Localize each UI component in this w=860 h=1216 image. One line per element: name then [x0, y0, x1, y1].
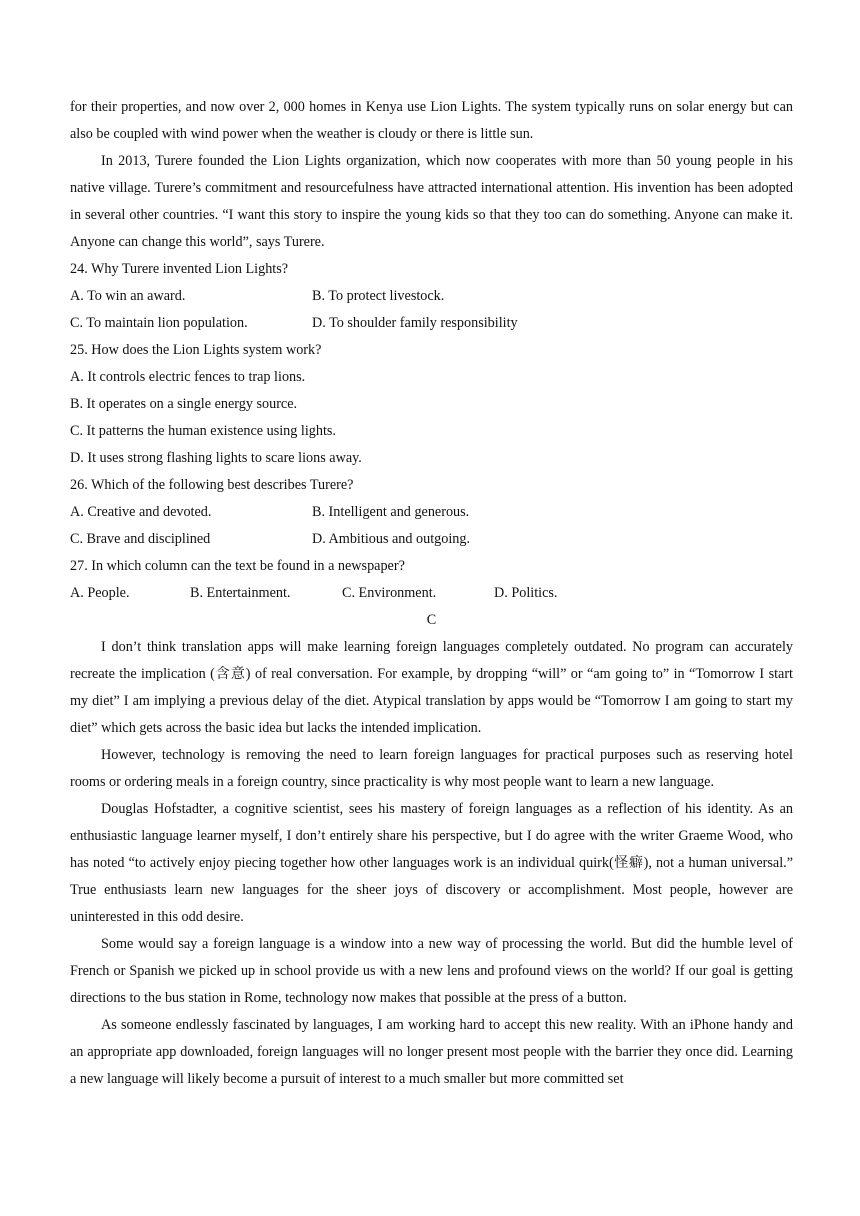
document-page — [70, 94, 793, 1093]
question-24-stem: 24. Why Turere invented Lion Lights? — [70, 261, 289, 277]
question-24-options — [70, 310, 793, 337]
passage-paragraph: Some would say a foreign language is a window into a new way of processing the world. But did the humble level of French or Spanish we picked up in school provide us with a new lens and profound views on the world? If our goal is getting directions to the bus station in Rome, technology now makes that possible at the press of a button. — [70, 936, 793, 1006]
option-a: A. To win an award. — [70, 288, 186, 304]
option-c: C. It patterns the human existence using lights. — [70, 423, 336, 439]
option-c: C. Brave and disciplined — [70, 531, 211, 547]
question-27-stem: 27. In which column can the text be found in a newspaper? — [70, 558, 405, 574]
option-b: B. Entertainment. — [190, 585, 291, 601]
option-b: B. Intelligent and generous. — [312, 504, 470, 520]
option-d: D. Politics. — [494, 585, 558, 601]
option-d: D. It uses strong flashing lights to scare lions away. — [70, 450, 362, 466]
section-heading: C — [426, 612, 437, 628]
question-26-options — [70, 499, 793, 526]
passage-paragraph: As someone endlessly fascinated by languages, I am working hard to accept this new reality. With an iPhone handy and an appropriate app downloaded, foreign languages will no longer present most people with the barrier they once did. Learning a new language will likely become a pursuit of interest to a much smaller but more committed set — [70, 1017, 793, 1087]
passage-paragraph: Douglas Hofstadter, a cognitive scientist, sees his mastery of foreign languages as a reflection of his identity. As an enthusiastic language learner myself, I don’t entirely share his perspective, but I do agree with the writer Graeme Wood, who has noted “to actively enjoy piecing together how other languages work is an individual quirk(怪癖), not a human universal.” True enthusiasts learn new languages for the sheer joys of discovery or accomplishment. Most people, however are uninterested in this odd desire. — [70, 801, 793, 925]
option-c: C. To maintain lion population. — [70, 315, 248, 331]
passage-paragraph: for their properties, and now over 2, 000 homes in Kenya use Lion Lights. The system typically runs on solar energy but can also be coupled with wind power when the weather is cloudy or there is little sun. — [70, 99, 793, 142]
option-d: D. Ambitious and outgoing. — [312, 531, 471, 547]
question-27-options — [70, 580, 793, 607]
option-b: B. It operates on a single energy source. — [70, 396, 298, 412]
option-d: D. To shoulder family responsibility — [312, 315, 518, 331]
option-c: C. Environment. — [342, 585, 437, 601]
passage-paragraph: I don’t think translation apps will make learning foreign languages completely outdated. No program can accurately recreate the implication (含意) of real conversation. For example, by dropping “will” or “am going to” in “Tomorrow I start my diet” I am implying a previous delay of the diet. Atypical translation by apps would be “Tomorrow I am going to start my diet” which gets across the basic idea but lacks the intended implication. — [70, 639, 793, 736]
passage-paragraph: However, technology is removing the need to learn foreign languages for practical purposes such as reserving hotel rooms or ordering meals in a foreign country, since practicality is why most people want to learn a new language. — [70, 747, 793, 790]
option-a: A. Creative and devoted. — [70, 504, 212, 520]
passage-paragraph: In 2013, Turere founded the Lion Lights organization, which now cooperates with more than 50 young people in his native village. Turere’s commitment and resourcefulness have attracted international attention. His invention has been adopted in several other countries. “I want this story to inspire the young kids so that they too can do something. Anyone can make it. Anyone can change this world”, says Turere. — [70, 153, 793, 250]
question-25-stem: 25. How does the Lion Lights system work? — [70, 342, 322, 358]
option-a: A. People. — [70, 585, 130, 601]
option-b: B. To protect livestock. — [312, 288, 445, 304]
question-26-stem: 26. Which of the following best describes Turere? — [70, 477, 354, 493]
question-26-options — [70, 526, 793, 553]
question-24-options — [70, 283, 793, 310]
option-a: A. It controls electric fences to trap lions. — [70, 369, 306, 385]
